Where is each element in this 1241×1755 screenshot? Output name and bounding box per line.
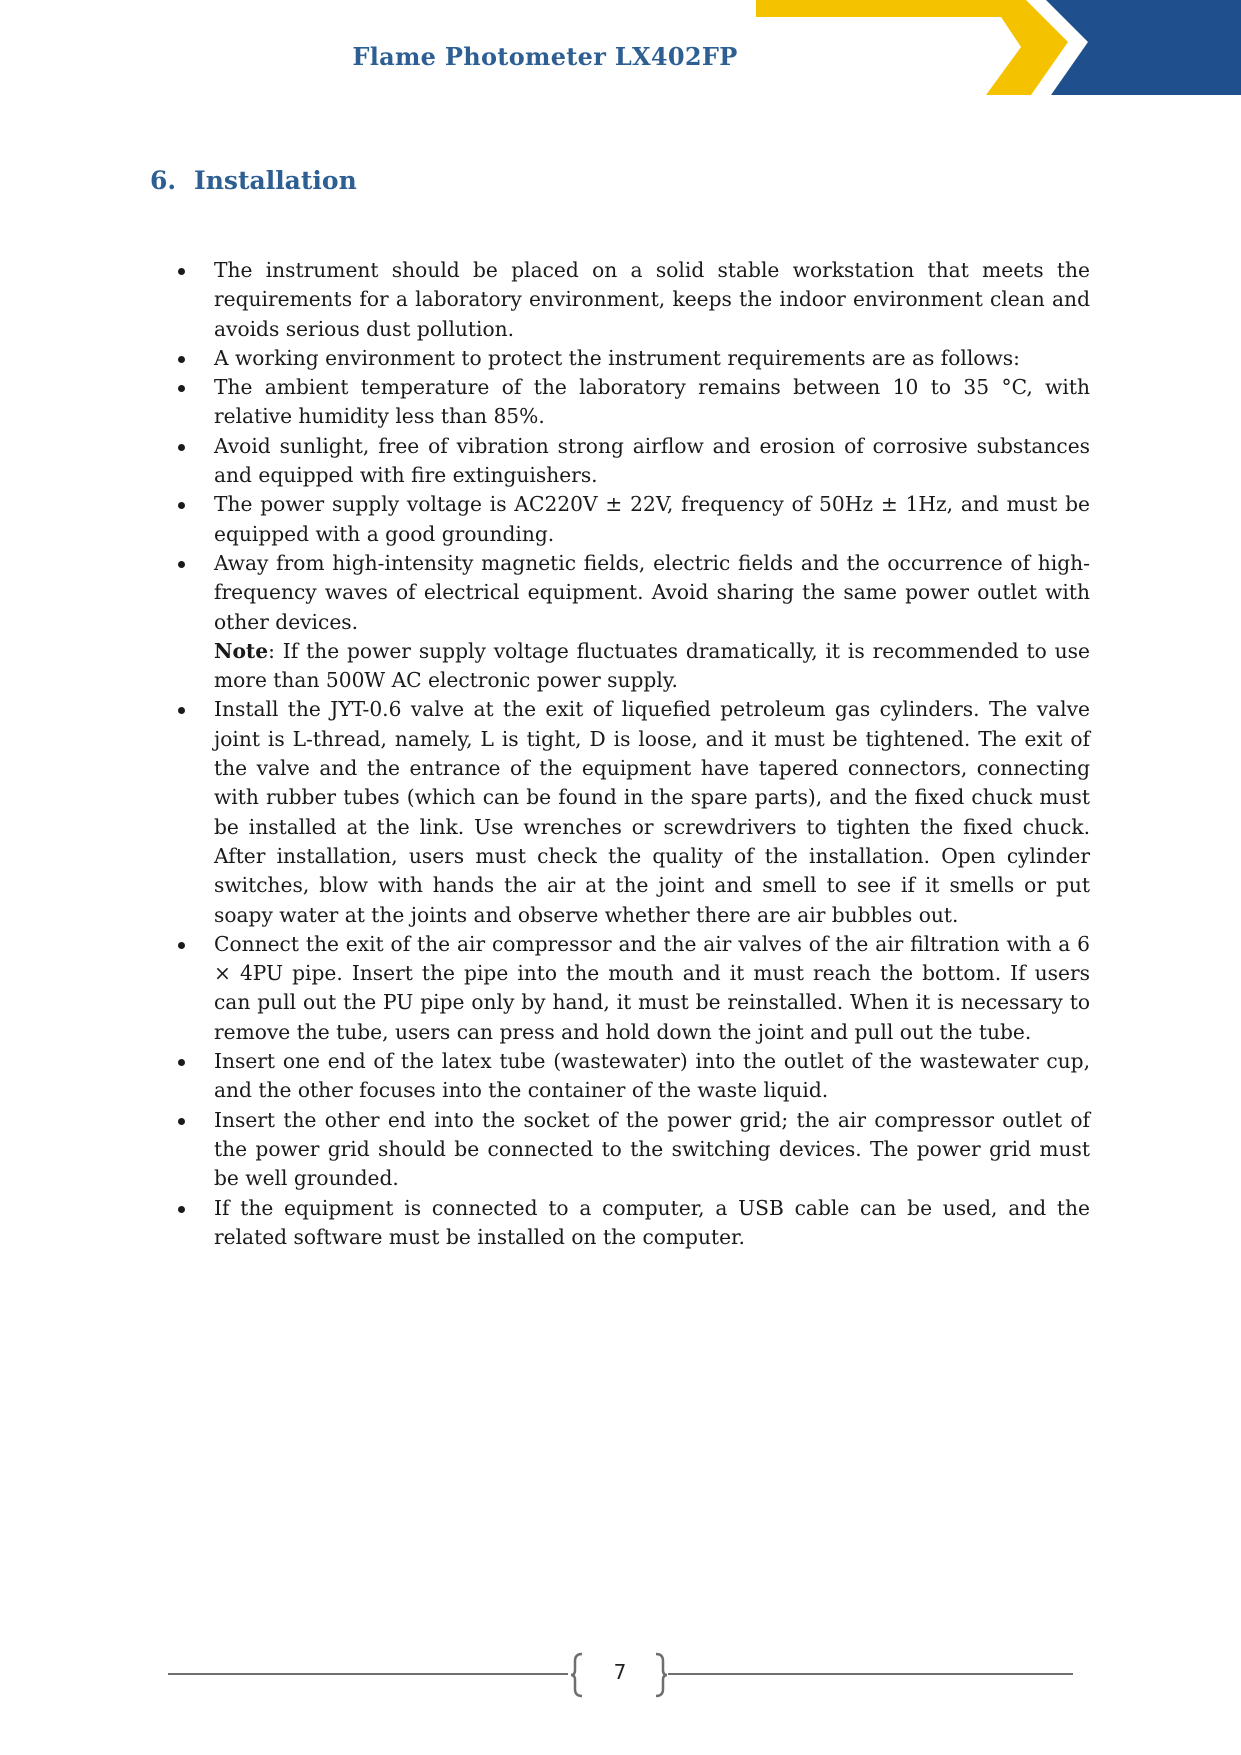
note-text: : If the power supply voltage fluctuates dramatically, it is recommended to use more than 500W AC electronic power supply. xyxy=(214,638,1090,693)
bullet-icon xyxy=(178,444,185,451)
section-heading xyxy=(150,166,357,195)
list-item: Connect the exit of the air compressor and the air valves of the air filtration with a 6 × 4PU pipe. Insert the pipe into the mouth and it must reach the bottom. If users can pull out the PU pipe only by hand, it must be reinstalled. When it is necessary to remove the tube, users can press and hold down the joint and pull out the tube. xyxy=(178,930,1090,1047)
list-item: A working environment to protect the instrument requirements are as follows: xyxy=(178,344,1090,373)
section-number: 6. xyxy=(150,166,177,195)
bullet-icon xyxy=(178,561,185,568)
document-header-title: Flame Photometer LX402FP xyxy=(352,42,738,71)
right-brace-icon xyxy=(654,1652,668,1698)
header-blue-block xyxy=(1046,0,1241,95)
list-item: Insert one end of the latex tube (wastewater) into the outlet of the wastewater cup, and the other focuses into the container of the waste liquid. xyxy=(178,1047,1090,1106)
footer-rule-left xyxy=(168,1673,568,1675)
list-item: The instrument should be placed on a solid stable workstation that meets the requirements for a laboratory environment, keeps the indoor environment clean and avoids serious dust pollution. xyxy=(178,256,1090,344)
note-label: Note xyxy=(214,638,269,663)
list-item: Avoid sunlight, free of vibration strong airflow and erosion of corrosive substances and equipped with fire extinguishers. xyxy=(178,432,1090,491)
bullet-icon xyxy=(178,268,185,275)
bullet-icon xyxy=(178,707,185,714)
bullet-icon xyxy=(178,1118,185,1125)
bullet-icon xyxy=(178,942,185,949)
list-item: The power supply voltage is AC220V ± 22V, frequency of 50Hz ± 1Hz, and must be equipped with a good grounding. xyxy=(178,490,1090,549)
section-title: Installation xyxy=(194,166,357,195)
header-decoration xyxy=(756,0,1241,95)
footer-rule-right xyxy=(668,1673,1073,1675)
list-item: Away from high-intensity magnetic fields, electric fields and the occurrence of high-frequency waves of electrical equipment. Avoid sharing the same power outlet with other devices. Note: If the power supply voltage fluctuates dramatically, it is recommended to use more than 500W AC electronic power supply. xyxy=(178,549,1090,695)
page-number: 7 xyxy=(613,1660,627,1684)
bullet-icon xyxy=(178,356,185,363)
bullet-icon xyxy=(178,502,185,509)
note-paragraph xyxy=(214,637,1090,696)
bullet-icon xyxy=(178,1059,185,1066)
header-yellow-band xyxy=(756,0,1068,95)
list-item: The ambient temperature of the laboratory remains between 10 to 35 °C, with relative humidity less than 85%. xyxy=(178,373,1090,432)
list-item: Insert the other end into the socket of the power grid; the air compressor outlet of the power grid should be connected to the switching devices. The power grid must be well grounded. xyxy=(178,1106,1090,1194)
bullet-icon xyxy=(178,385,185,392)
installation-list xyxy=(178,256,1090,1252)
bullet-icon xyxy=(178,1206,185,1213)
list-item: If the equipment is connected to a computer, a USB cable can be used, and the related software must be installed on the computer. xyxy=(178,1194,1090,1253)
list-item: Install the JYT-0.6 valve at the exit of liquefied petroleum gas cylinders. The valve joint is L-thread, namely, L is tight, D is loose, and it must be tightened. The exit of the valve and the entrance of the equipment have tapered connectors, connecting with rubber tubes (which can be found in the spare parts), and the fixed chuck must be installed at the link. Use wrenches or screwdrivers to tighten the fixed chuck. After installation, users must check the quality of the installation. Open cylinder switches, blow with hands the air at the joint and smell to see if it smells or put soapy water at the joints and observe whether there are air bubbles out. xyxy=(178,695,1090,929)
left-brace-icon xyxy=(570,1652,584,1698)
